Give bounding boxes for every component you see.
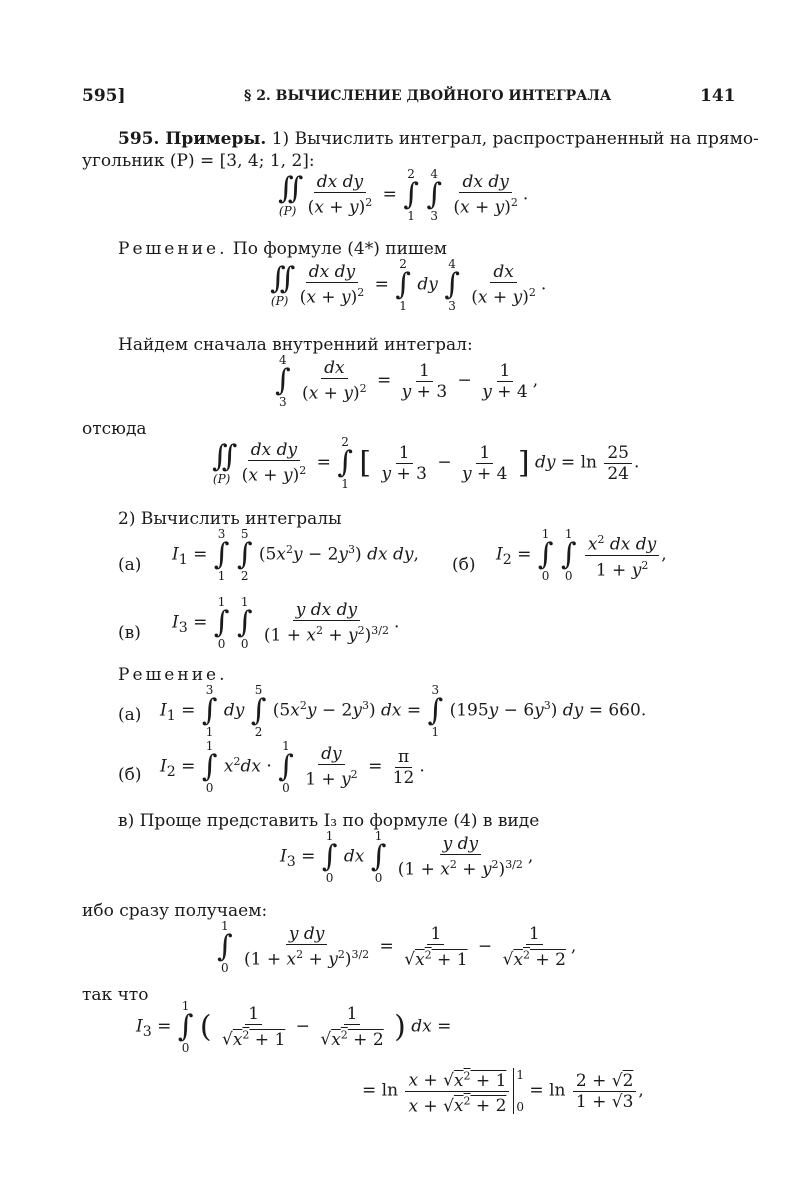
so-that-text: так что xyxy=(82,985,149,1005)
I1-value: 660 xyxy=(608,700,641,721)
compute-integrals-text: 2) Вычислить интегралы xyxy=(118,509,342,529)
equation-4: ∫∫ (P) $\frac{\text{dx dy}}{(x + y)^2}$ = 2 ∫ 1 [ $\frac{1}{y + 3}$ − $\frac{1}{y + 4}$ ] dy = ln $\frac{25}{24}$ . xyxy=(212,435,640,491)
label-a: (а) xyxy=(118,555,142,575)
equation-I1: $I_1$ = 3 ∫ 1 5 ∫ 2 $(5x^2y - 2y^3)$ dx dy, xyxy=(172,527,419,583)
twelve: 12 xyxy=(392,767,415,788)
equation-I2-solved: $I_2$ = 1 ∫ 0 $x^2dx$ · 1 ∫ 0 $\frac{dy}{1 + y^2}$ = $\frac{\pi}{12}$ . xyxy=(160,739,425,795)
equation-2: ∫∫ (P) $\frac{\text{dx dy}}{(x + y)^2}$ = 2 ∫ 1 dy 4 ∫ 3 $\frac{dx}{(x + y)^2}$ . xyxy=(270,257,547,313)
example-heading: 595. Примеры. xyxy=(118,129,267,149)
equation-I1-solved: $I_1$ = 3 ∫ 1 dy 5 ∫ 2 $(5x^2y - 2y^3)$ dx = 3 ∫ 1 $(195y - 6y^3)$ dy = 660. xyxy=(160,683,647,739)
equation-final-2: = ln $\frac{x + √x^2 + 1}{x + √x^2 + 2}$ 1 0 = ln $\frac{2 + √2}{1 + √3}$ , xyxy=(362,1066,644,1116)
label-v: (в) xyxy=(118,623,141,643)
ln-denominator: 24 xyxy=(607,463,629,484)
solution-line xyxy=(118,238,447,260)
equation-1: ∫∫ (P) $\frac{\text{dx dy}}{(x + y)^2}$ = 2 ∫ 1 4 ∫ 3 $\frac{\text{dx dy}}{(x + y)^2}$ . xyxy=(278,167,529,223)
label-b-solved: (б) xyxy=(118,765,142,785)
equation-I3: $I_3$ = 1 ∫ 0 1 ∫ 0 $\frac{\text{y dx dy}}{(1 + x^2 + y^2)^{3/2}}$ . xyxy=(172,595,400,651)
label-a-solved: (а) xyxy=(118,705,142,725)
pi-symbol: π xyxy=(395,747,412,768)
paragraph-intro xyxy=(118,128,759,150)
page-number: 141 xyxy=(700,86,736,106)
equation-I3-repr: $I_3$ = 1 ∫ 0 dx 1 ∫ 0 $\frac{\text{y dy}}{(1 + x^2 + y^2)^{3/2}}$ , xyxy=(280,829,534,885)
label-b: (б) xyxy=(452,555,476,575)
simpler-text: в) Проще представить I₃ по формуле (4) в виде xyxy=(118,811,540,831)
section-number: 595] xyxy=(82,86,126,106)
solution-label-2: Решение. xyxy=(118,665,228,685)
since-text: ибо сразу получаем: xyxy=(82,901,268,921)
formula-ref-text: По формуле (4*) пишем xyxy=(232,239,448,259)
intro-text-cont: угольник (P) = [3, 4; 1, 2]: xyxy=(82,151,315,171)
running-title: § 2. ВЫЧИСЛЕНИЕ ДВОЙНОГО ИНТЕГРАЛА xyxy=(244,88,612,104)
inner-integral-text: Найдем сначала внутренний интеграл: xyxy=(118,335,473,355)
equation-3: 4 ∫ 3 $\frac{dx}{(x + y)^2}$ = $\frac{1}{y + 3}$ − $\frac{1}{y + 4}$ , xyxy=(275,353,539,409)
hence-text: отсюда xyxy=(82,419,147,439)
equation-inner-I3: 1 ∫ 0 $\frac{\text{y dy}}{(1 + x^2 + y^2)^{3/2}}$ = $\frac{1}{√x^2 + 1}$ − $\frac{1}{√x^2 + 2}$ , xyxy=(217,919,577,975)
equation-final-1: $I_3$ = 1 ∫ 0 ( $\frac{1}{√x^2 + 1}$ − $\frac{1}{√x^2 + 2}$ ) dx = xyxy=(136,999,452,1055)
solution-label: Решение. xyxy=(118,239,228,259)
equation-I2: $I_2$ = 1 ∫ 0 1 ∫ 0 $\frac{x^2 dx dy}{1 + y^2}$ , xyxy=(496,527,667,583)
ln-numerator: 25 xyxy=(604,443,632,464)
intro-text: 1) Вычислить интеграл, распространенный на прямо- xyxy=(271,129,759,149)
